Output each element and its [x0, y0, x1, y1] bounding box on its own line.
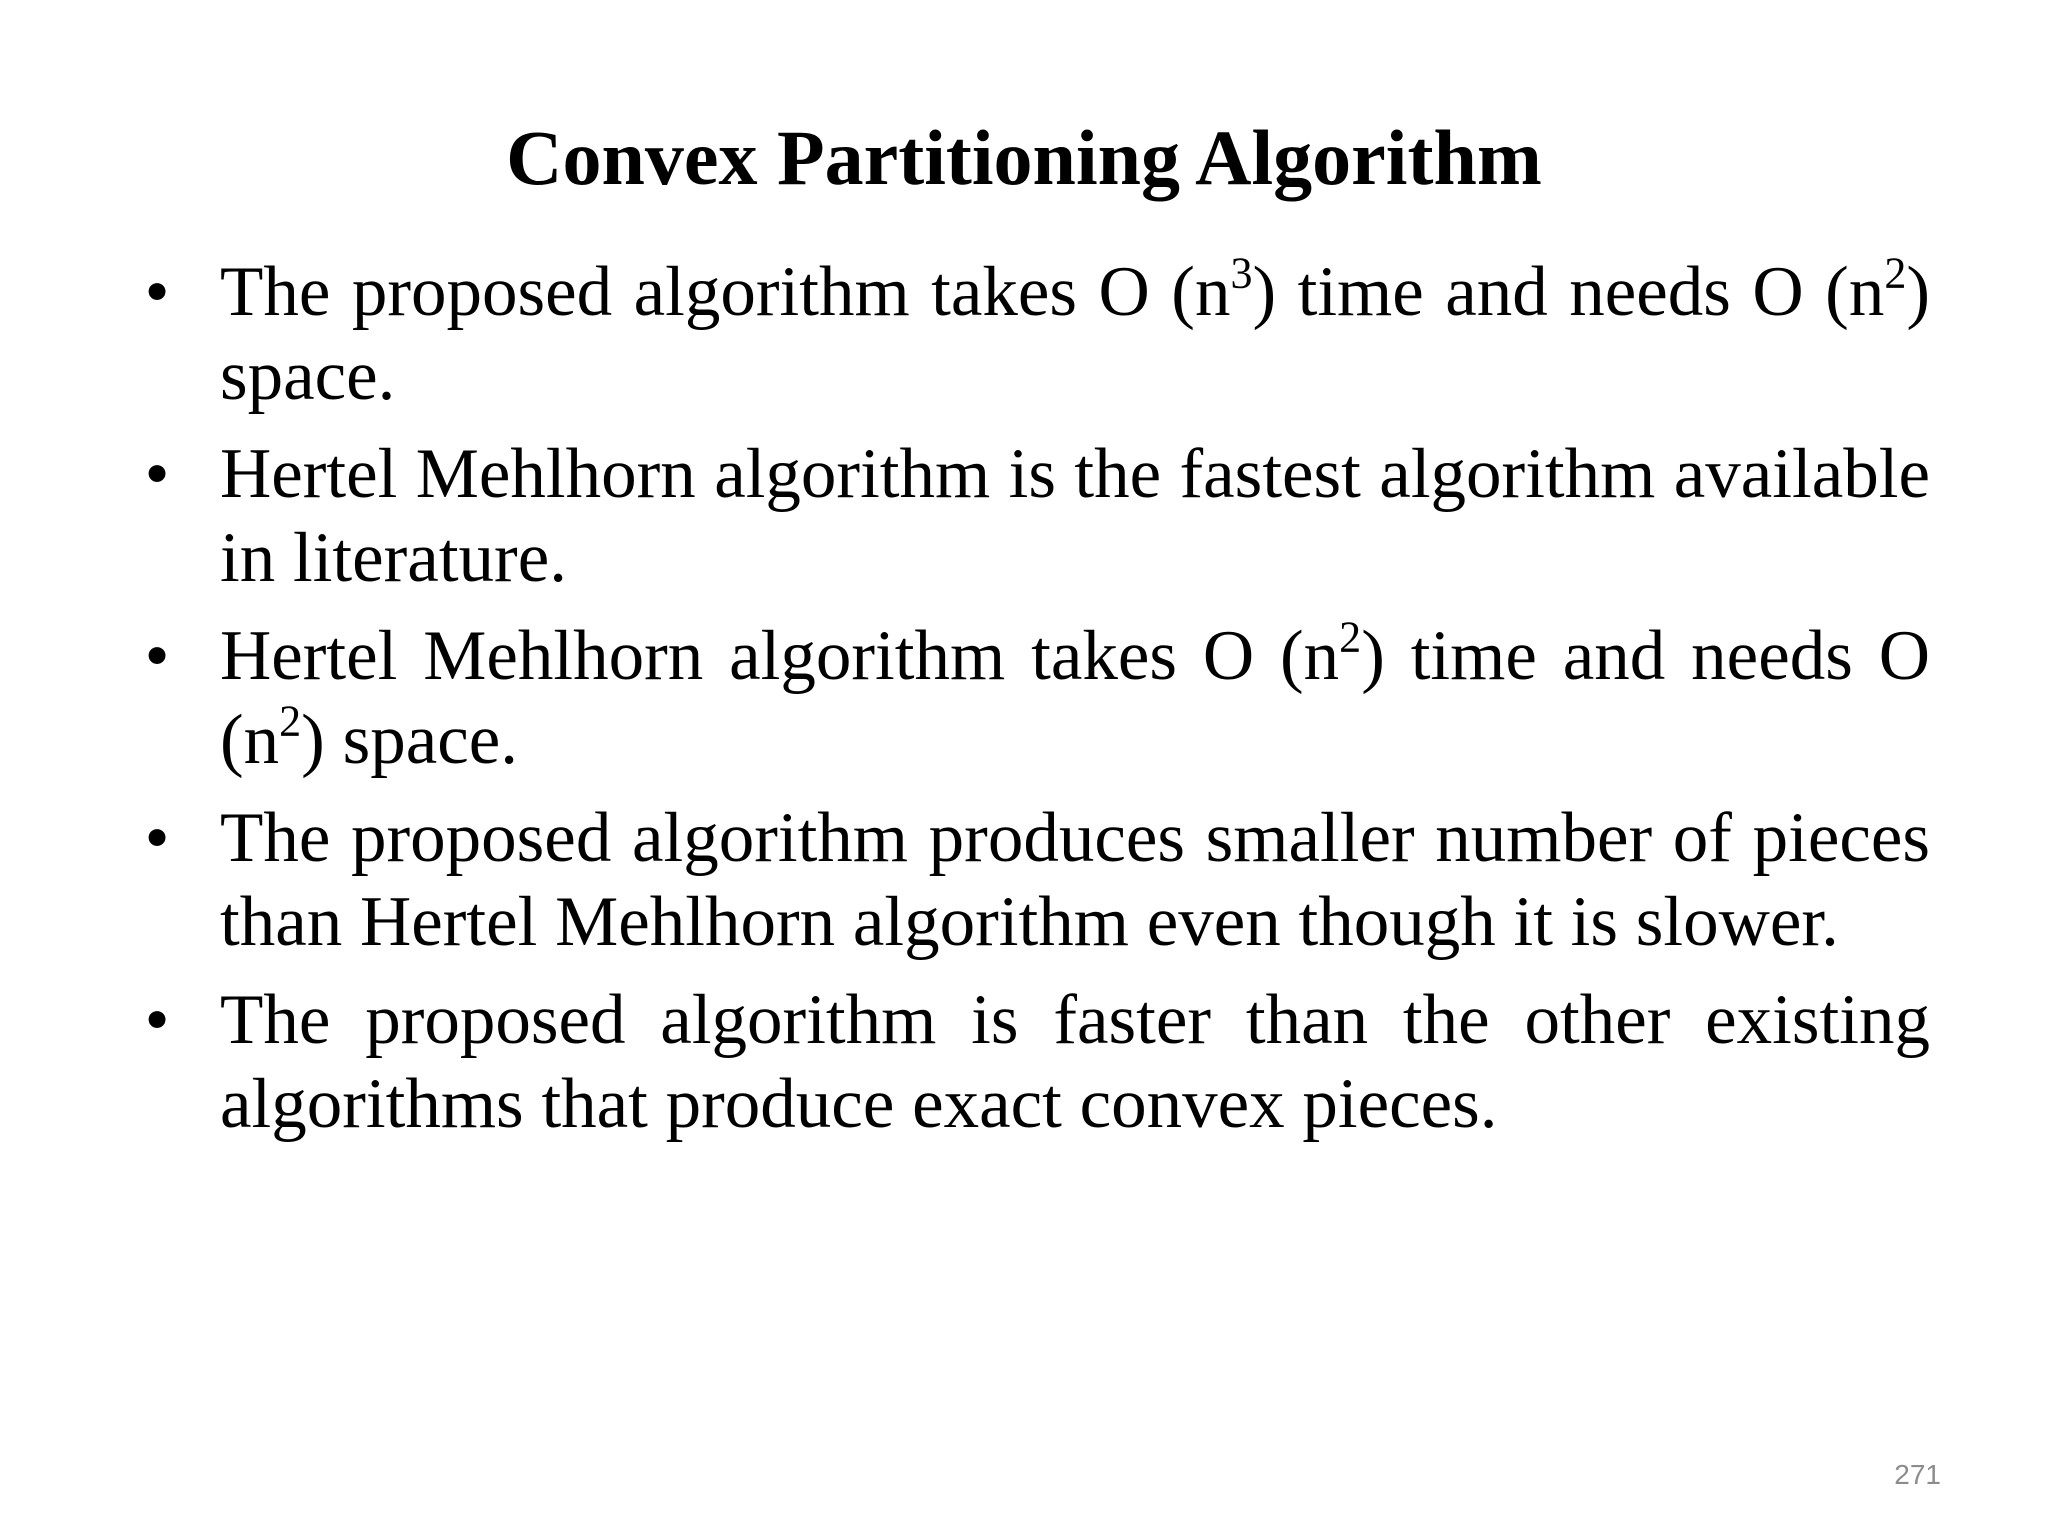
text-run: Hertel Mehlhorn algorithm takes O (n [220, 617, 1340, 695]
bullet-marker: • [144, 981, 170, 1059]
bullet-marker: • [144, 617, 170, 695]
text-run: The proposed algorithm produces smaller number of pieces than Hertel Mehlhorn algorithm even though it is slower. [220, 799, 1930, 961]
bullet-text [220, 248, 1930, 415]
bullet-item [137, 250, 1930, 418]
superscript-exponent: 2 [1884, 248, 1907, 298]
text-run: The proposed algorithm takes O (n [220, 253, 1231, 331]
bullet-list [137, 250, 1930, 1160]
bullet-marker: • [144, 253, 170, 331]
superscript-exponent: 2 [1339, 612, 1362, 662]
superscript-exponent: 3 [1230, 248, 1253, 298]
text-run: ) time and needs O (n [220, 617, 1930, 779]
bullet-item [137, 614, 1930, 782]
bullet-text [220, 612, 1930, 779]
text-run: ) time and needs O (n [1252, 253, 1885, 331]
bullet-text [220, 435, 1930, 597]
text-run: ) space. [220, 253, 1930, 415]
slide-title: Convex Partitioning Algorithm [506, 114, 1542, 201]
bullet-marker: • [144, 435, 170, 513]
bullet-item [137, 796, 1930, 964]
bullet-text [220, 799, 1930, 961]
bullet-item [137, 432, 1930, 600]
text-run: Hertel Mehlhorn algorithm is the fastest algorithm available in literature. [220, 435, 1930, 597]
bullet-text [220, 981, 1930, 1143]
superscript-exponent: 2 [279, 696, 302, 746]
text-run: ) space. [301, 701, 518, 779]
page-number: 271 [1894, 1459, 1941, 1490]
bullet-marker: • [144, 799, 170, 877]
bullet-item [137, 978, 1930, 1146]
text-run: The proposed algorithm is faster than the other existing algorithms that produce exact convex pieces. [220, 981, 1930, 1143]
